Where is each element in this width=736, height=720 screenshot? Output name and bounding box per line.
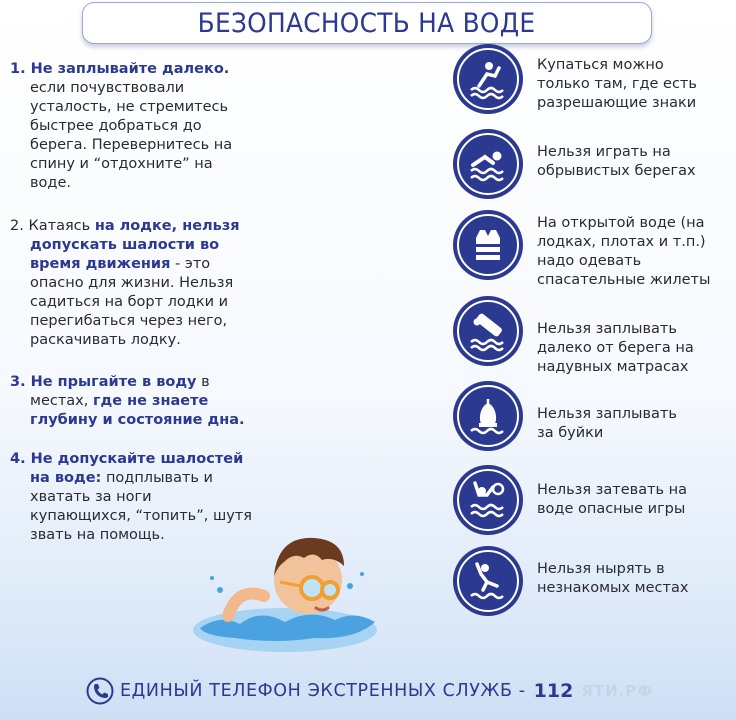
rule-2-line: раскачивать лодку.: [30, 332, 181, 348]
swimmer-icon: [453, 129, 523, 199]
tip-line: разрешающие знаки: [537, 95, 697, 111]
tip-1-caption: [537, 56, 732, 113]
emergency-number: 112: [533, 680, 574, 702]
rule-2-line: опасно для жизни. Нельзя: [30, 275, 234, 291]
rule-3-text: местах,: [30, 393, 93, 409]
tip-6-caption: [537, 481, 732, 519]
rule-1-line: быстрее добраться до: [30, 118, 202, 134]
life-vest-icon: [453, 210, 523, 280]
tip-5-caption: [537, 405, 732, 443]
rule-3: [10, 373, 285, 430]
rule-4-bold: на воде:: [30, 470, 102, 486]
tip-line: Нельзя затевать на: [537, 482, 688, 498]
tip-line: Нельзя нырять в: [537, 561, 665, 577]
page-title: БЕЗОПАСНОСТЬ НА ВОДЕ: [198, 7, 536, 39]
tip-line: только там, где есть: [537, 76, 697, 92]
tip-line: лодках, плотах и т.п.): [537, 234, 706, 250]
rule-1-line: воде.: [30, 175, 71, 191]
water-games-icon: [453, 465, 523, 535]
title-banner: [82, 2, 652, 44]
rule-1-line: если почувствовали: [30, 80, 185, 96]
rule-2-line: [10, 217, 285, 236]
tip-line: Нельзя заплывать: [537, 406, 677, 422]
rule-1-line: спину и “отдохните” на: [30, 156, 213, 172]
tip-line: На открытой воде (на: [537, 215, 705, 231]
watermark: ЯТИ.РФ: [581, 682, 654, 700]
rule-2: [10, 217, 285, 350]
diving-icon: [453, 546, 523, 616]
rule-4-line: звать на помощь.: [30, 527, 165, 543]
rule-1: [10, 60, 285, 193]
rule-2-text: - это: [170, 256, 211, 272]
emergency-services-label: ЕДИНЫЙ ТЕЛЕФОН ЭКСТРЕННЫХ СЛУЖБ -: [120, 681, 526, 701]
rule-4-line: хватать за ноги: [30, 489, 152, 505]
tip-line: Нельзя заплывать: [537, 321, 677, 337]
tip-3-caption: [537, 214, 732, 290]
tip-line: надувных матрасах: [537, 359, 689, 375]
tip-4-caption: [537, 320, 732, 377]
rule-3-line: [10, 392, 285, 411]
tip-line: далеко от берега на: [537, 340, 694, 356]
rule-3-bold: 3. Не прыгайте в воду: [10, 374, 197, 390]
rule-2-bold: на лодке, нельзя: [94, 218, 240, 234]
rule-3-line: [10, 373, 285, 392]
rule-2-bold: время движения: [30, 256, 171, 272]
tip-line: за буйки: [537, 425, 604, 441]
tip-line: Купаться можно: [537, 57, 664, 73]
phone-icon: [86, 677, 114, 705]
tip-line: обрывистых берегах: [537, 163, 696, 179]
tip-line: Нельзя играть на: [537, 144, 671, 160]
rule-1-heading: 1. Не заплывайте далеко.: [10, 61, 230, 77]
rule-2-line: перегибаться через него,: [30, 313, 228, 329]
tip-line: надо одевать: [537, 253, 642, 269]
tip-2-caption: [537, 143, 732, 181]
rule-1-line: берега. Перевернитесь на: [30, 137, 233, 153]
rule-2-line: садиться на борт лодки и: [30, 294, 229, 310]
rule-4-line: [10, 469, 285, 488]
rule-2-line: [10, 255, 285, 274]
rule-3-bold: где не знаете: [92, 393, 209, 409]
tip-7-caption: [537, 560, 732, 598]
tip-line: незнакомых местах: [537, 580, 689, 596]
rule-4-heading: 4. Не допускайте шалостей: [10, 451, 244, 467]
rule-3-text: в: [196, 374, 210, 390]
rule-3-bold-line: глубину и состояние дна.: [30, 412, 245, 428]
rule-2-bold-line: допускать шалости во: [30, 237, 220, 253]
swimming-zone-sign-icon: [453, 44, 523, 114]
rule-2-text: 2. Катаясь: [10, 218, 95, 234]
rule-4-line: купающихся, “топить”, шутя: [30, 508, 252, 524]
tip-line: спасательные жилеты: [537, 272, 711, 288]
buoy-icon: [453, 381, 523, 451]
swimming-boy-illustration: [190, 520, 380, 660]
rule-4-text: подплывать и: [101, 470, 213, 486]
footer: [86, 676, 653, 706]
tip-line: воде опасные игры: [537, 501, 686, 517]
rule-1-line: усталость, не стремитесь: [30, 99, 229, 115]
inflatable-mattress-icon: [453, 296, 523, 366]
